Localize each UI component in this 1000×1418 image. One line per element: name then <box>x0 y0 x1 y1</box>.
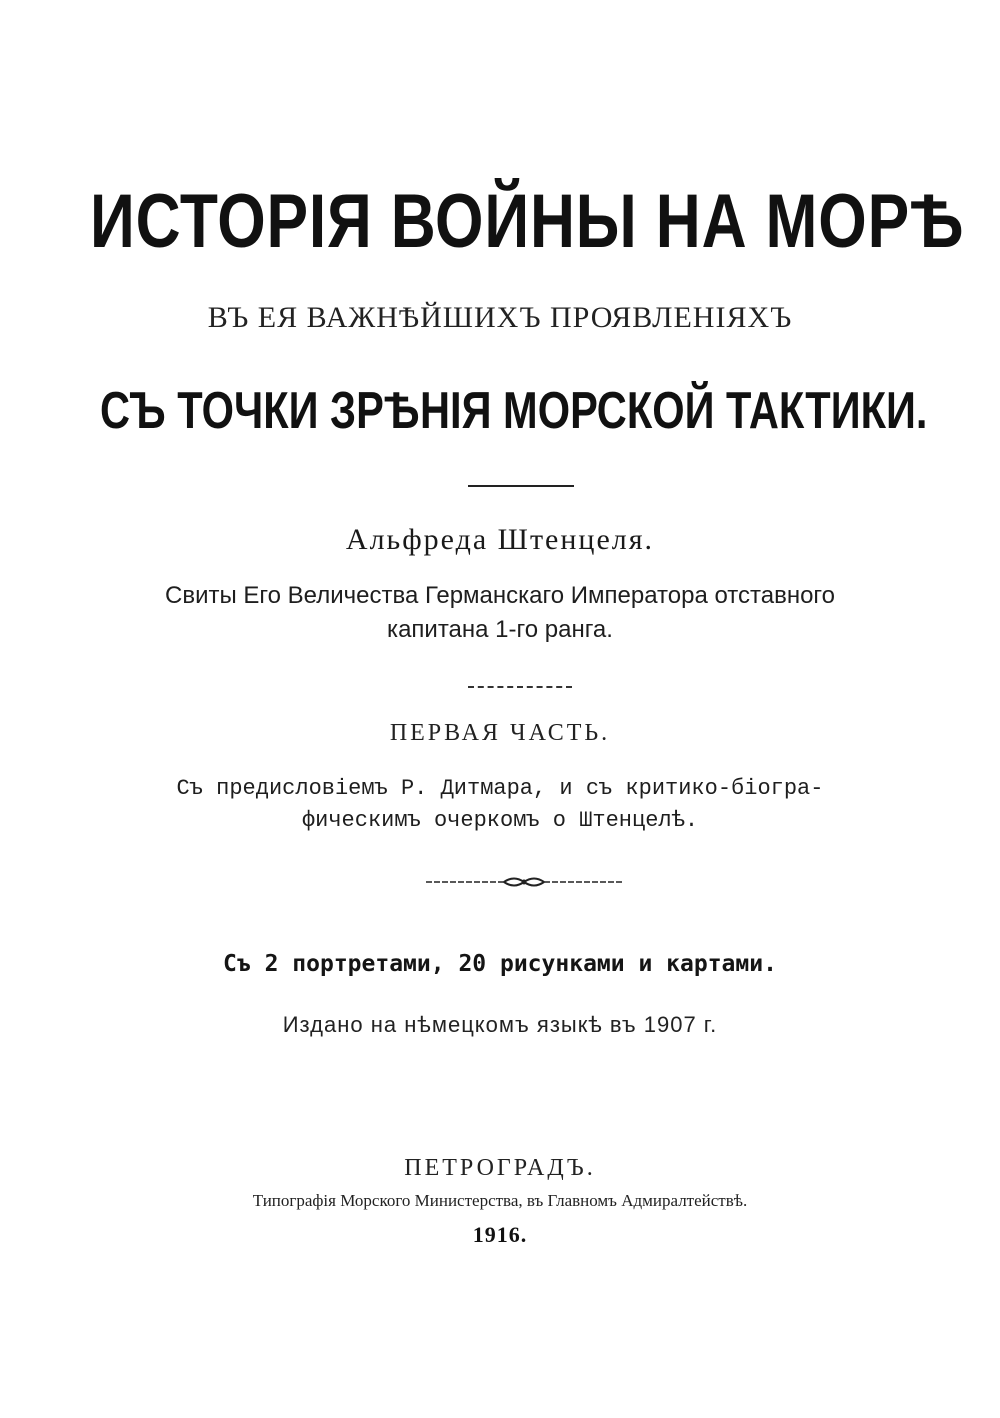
author-name: Альфреда Штенцеля. <box>345 523 655 556</box>
part-label: ПЕРВАЯ ЧАСТЬ. <box>389 720 611 746</box>
book-subtitle: ВЪ ЕЯ ВАЖНѢЙШИХЪ ПРОЯВЛЕНІЯХЪ <box>207 301 793 334</box>
dashed-divider <box>468 686 572 688</box>
author-rank-line-2: капитана 1-го ранга. <box>387 616 613 643</box>
author-rank <box>0 579 1000 647</box>
illustrations-note: Съ 2 портретами, 20 рисунками и картами. <box>223 951 777 977</box>
ornament-divider-icon <box>426 873 622 891</box>
edition-note: Издано на нѣмецкомъ языкѣ въ 1907 г. <box>282 1012 718 1037</box>
preface-note <box>0 773 1000 837</box>
author-rank-line-1: Свиты Его Величества Германскаго Императора отставного <box>165 582 835 609</box>
divider-rule <box>468 485 574 487</box>
imprint-printer: Типографія Морского Министерства, въ Главномъ Адмиралтействѣ. <box>252 1191 748 1210</box>
imprint-city: ПЕТРОГРАДЪ. <box>404 1155 596 1181</box>
imprint-year: 1916. <box>472 1222 528 1247</box>
preface-line-2: фическимъ очеркомъ о Штенцелѣ. <box>301 808 699 833</box>
preface-line-1: Съ предисловіемъ Р. Дитмара, и съ критико-біогра- <box>176 776 824 801</box>
book-subtitle-2: СЪ ТОЧКИ ЗРѢНІЯ МОРСКОЙ ТАКТИКИ. <box>100 382 928 440</box>
book-title: ИСТОРІЯ ВОЙНЫ НА МОРѢ <box>90 179 965 264</box>
